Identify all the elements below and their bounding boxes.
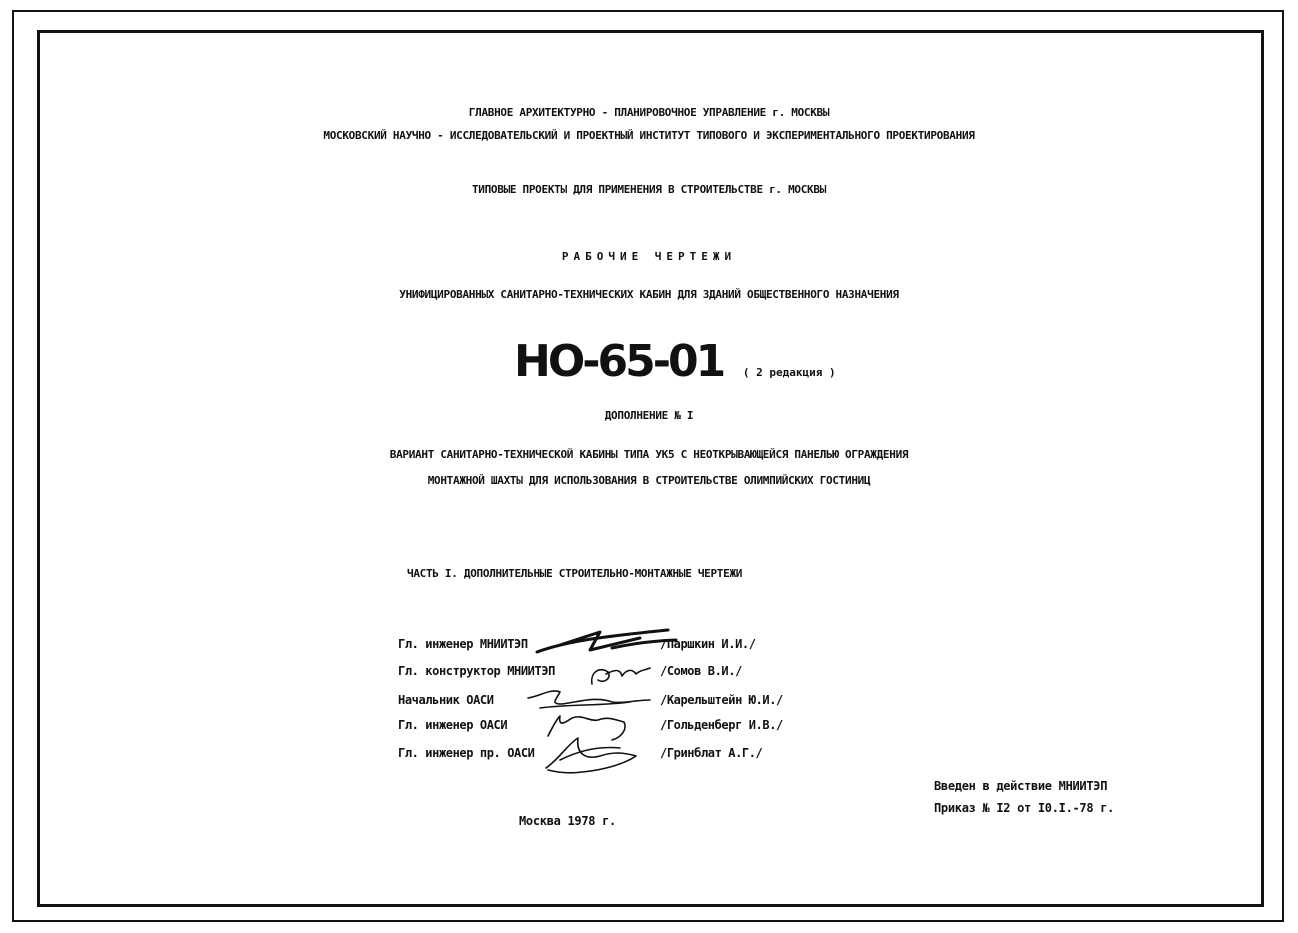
project-code: НО-65-01 <box>514 336 724 387</box>
signatory-name: /Гринблат А.Г./ <box>660 746 763 760</box>
signatory-role: Гл. инженер пр. ОАСИ <box>398 746 535 760</box>
order-note: Приказ № I2 от I0.I.-78 г. <box>934 801 1115 815</box>
project-code-block <box>514 336 836 387</box>
header-series: ТИПОВЫЕ ПРОЕКТЫ ДЛЯ ПРИМЕНЕНИЯ В СТРОИТЕЛЬСТВЕ г. МОСКВЫ <box>471 183 827 196</box>
signatory-role: Начальник ОАСИ <box>398 693 494 707</box>
inner-frame <box>37 30 1264 907</box>
signatory-name: /Сомов В.И./ <box>660 664 742 678</box>
edition-label: ( 2 редакция ) <box>742 366 836 379</box>
enacted-note: Введен в действие МНИИТЭП <box>934 779 1108 793</box>
city-year: Москва 1978 г. <box>519 814 616 828</box>
part-title: ЧАСТЬ I. ДОПОЛНИТЕЛЬНЫЕ СТРОИТЕЛЬНО-МОНТАЖНЫЕ ЧЕРТЕЖИ <box>407 567 743 580</box>
header-organization: ГЛАВНОЕ АРХИТЕКТУРНО - ПЛАНИРОВОЧНОЕ УПРАВЛЕНИЕ г. МОСКВЫ <box>468 106 830 119</box>
signatory-role: Гл. инженер МНИИТЭП <box>398 637 528 651</box>
title-heading: РАБОЧИЕ ЧЕРТЕЖИ <box>561 250 737 263</box>
signatory-name: /Гольденберг И.В./ <box>660 718 783 732</box>
header-institute: МОСКОВСКИЙ НАУЧНО - ИССЛЕДОВАТЕЛЬСКИЙ И ПРОЕКТНЫЙ ИНСТИТУТ ТИПОВОГО И ЭКСПЕРИМЕНТАЛЬНОГО ПРОЕКТИРОВАНИЯ <box>323 129 975 142</box>
signatory-name: /Паршкин И.И./ <box>660 637 756 651</box>
variant-line-1: ВАРИАНТ САНИТАРНО-ТЕХНИЧЕСКОЙ КАБИНЫ ТИПА УК5 С НЕОТКРЫВАЮЩЕЙСЯ ПАНЕЛЬЮ ОГРАЖДЕНИЯ <box>389 448 909 461</box>
title-subject: УНИФИЦИРОВАННЫХ САНИТАРНО-ТЕХНИЧЕСКИХ КАБИН ДЛЯ ЗДАНИЙ ОБЩЕСТВЕННОГО НАЗНАЧЕНИЯ <box>399 288 899 301</box>
signatory-role: Гл. инженер ОАСИ <box>398 718 508 732</box>
supplement-label: ДОПОЛНЕНИЕ № I <box>604 409 694 422</box>
variant-line-2: МОНТАЖНОЙ ШАХТЫ ДЛЯ ИСПОЛЬЗОВАНИЯ В СТРОИТЕЛЬСТВЕ ОЛИМПИЙСКИХ ГОСТИНИЦ <box>427 474 871 487</box>
signatory-role: Гл. конструктор МНИИТЭП <box>398 664 555 678</box>
signatory-name: /Карельштейн Ю.И./ <box>660 693 783 707</box>
